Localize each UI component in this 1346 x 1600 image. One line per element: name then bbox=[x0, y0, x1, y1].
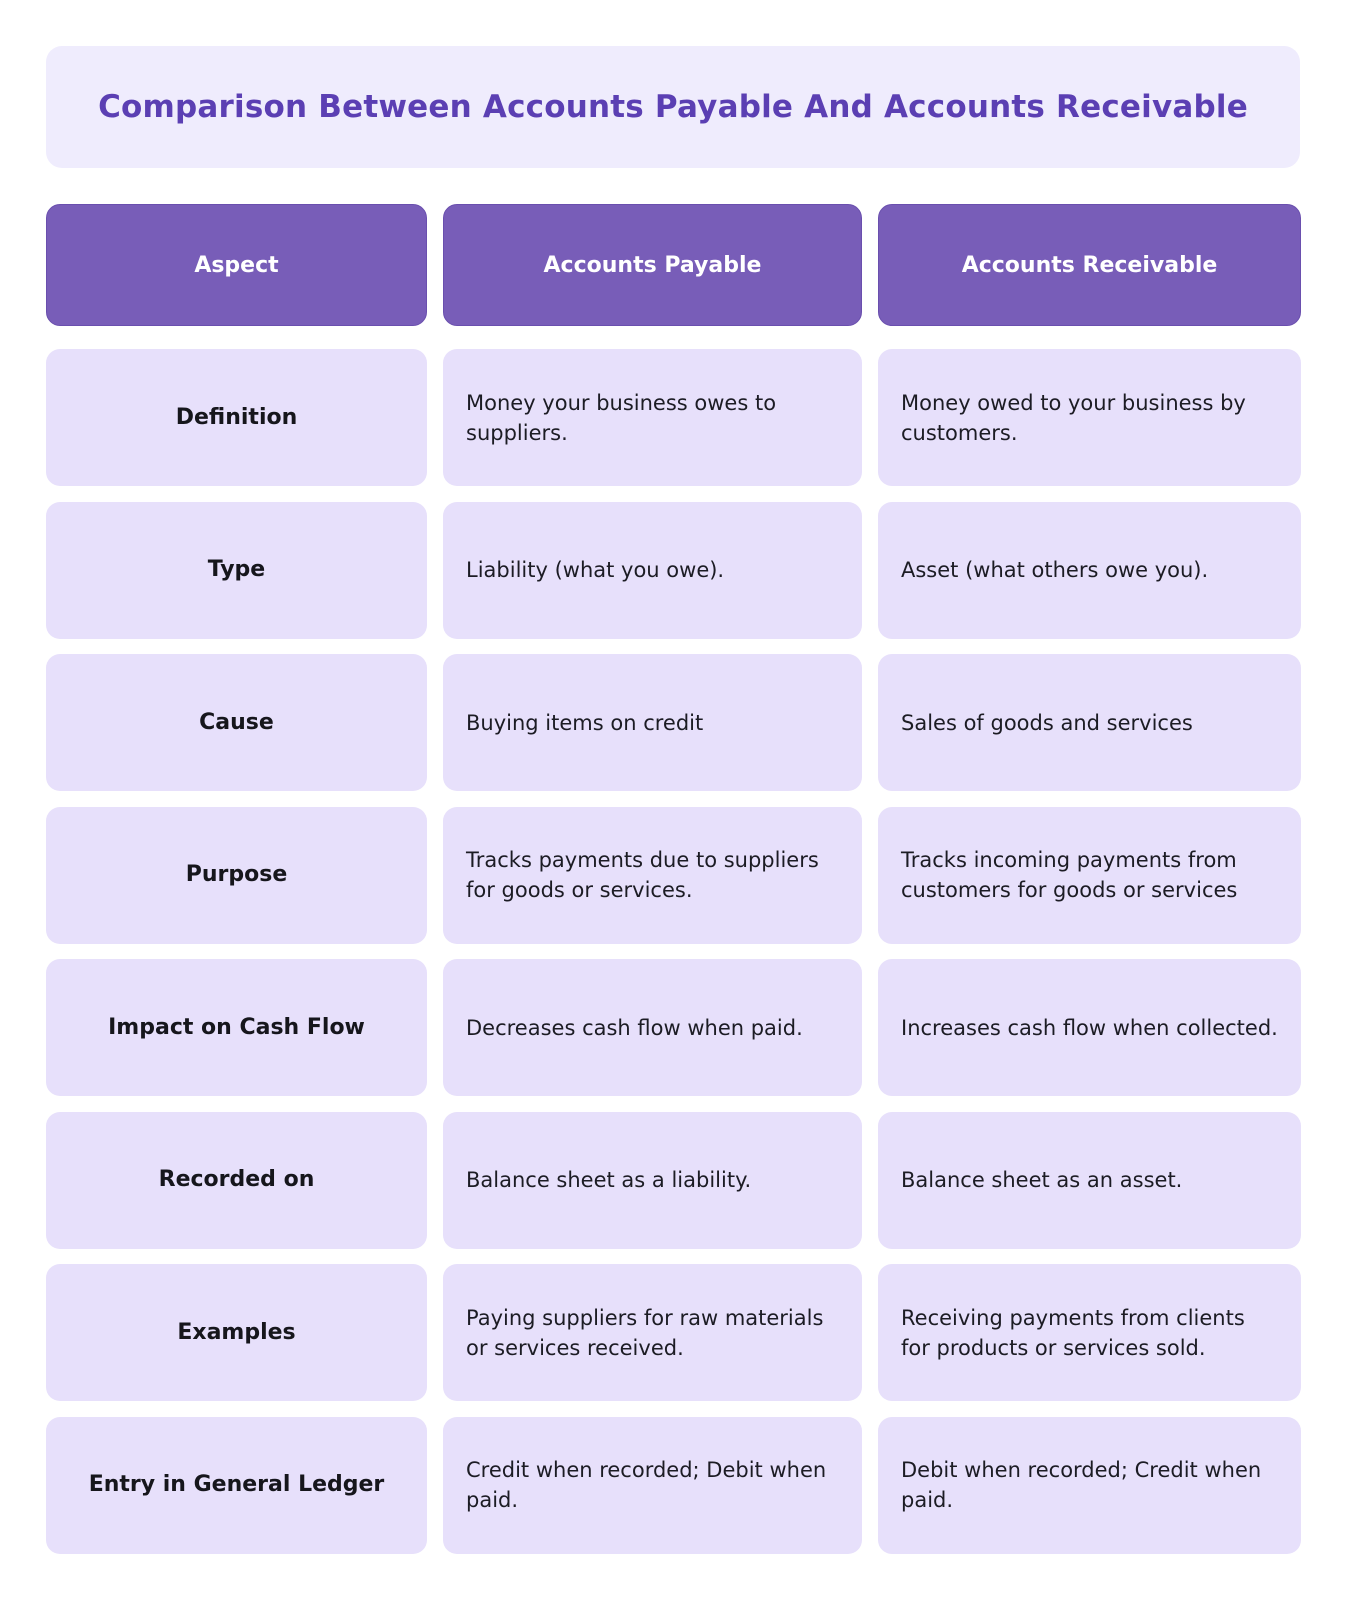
row-aspect-recorded-on: Recorded on bbox=[46, 1112, 427, 1249]
receivable-cell: Asset (what others owe you). bbox=[878, 502, 1301, 639]
receivable-cell: Receiving payments from clients for products or services sold. bbox=[878, 1264, 1301, 1401]
payable-cell: Paying suppliers for raw materials or services received. bbox=[443, 1264, 862, 1401]
column-header-payable: Accounts Payable bbox=[443, 204, 862, 326]
row-aspect-examples: Examples bbox=[46, 1264, 427, 1401]
comparison-table bbox=[46, 204, 1300, 1569]
title-banner bbox=[46, 46, 1300, 168]
row-aspect-cause: Cause bbox=[46, 654, 427, 791]
receivable-cell: Balance sheet as an asset. bbox=[878, 1112, 1301, 1249]
payable-cell: Tracks payments due to suppliers for goods or services. bbox=[443, 807, 862, 944]
receivable-cell: Debit when recorded; Credit when paid. bbox=[878, 1417, 1301, 1554]
payable-cell: Liability (what you owe). bbox=[443, 502, 862, 639]
row-aspect-general-ledger: Entry in General Ledger bbox=[46, 1417, 427, 1554]
column-header-aspect: Aspect bbox=[46, 204, 427, 326]
page-title: Comparison Between Accounts Payable And Accounts Receivable bbox=[98, 89, 1248, 125]
payable-cell: Balance sheet as a liability. bbox=[443, 1112, 862, 1249]
payable-cell: Decreases cash flow when paid. bbox=[443, 959, 862, 1096]
payable-cell: Money your business owes to suppliers. bbox=[443, 349, 862, 486]
row-aspect-definition: Definition bbox=[46, 349, 427, 486]
receivable-cell: Sales of goods and services bbox=[878, 654, 1301, 791]
receivable-cell: Increases cash flow when collected. bbox=[878, 959, 1301, 1096]
payable-cell: Buying items on credit bbox=[443, 654, 862, 791]
row-aspect-type: Type bbox=[46, 502, 427, 639]
row-aspect-cash-flow: Impact on Cash Flow bbox=[46, 959, 427, 1096]
column-header-receivable: Accounts Receivable bbox=[878, 204, 1301, 326]
row-aspect-purpose: Purpose bbox=[46, 807, 427, 944]
payable-cell: Credit when recorded; Debit when paid. bbox=[443, 1417, 862, 1554]
receivable-cell: Money owed to your business by customers. bbox=[878, 349, 1301, 486]
receivable-cell: Tracks incoming payments from customers for goods or services bbox=[878, 807, 1301, 944]
